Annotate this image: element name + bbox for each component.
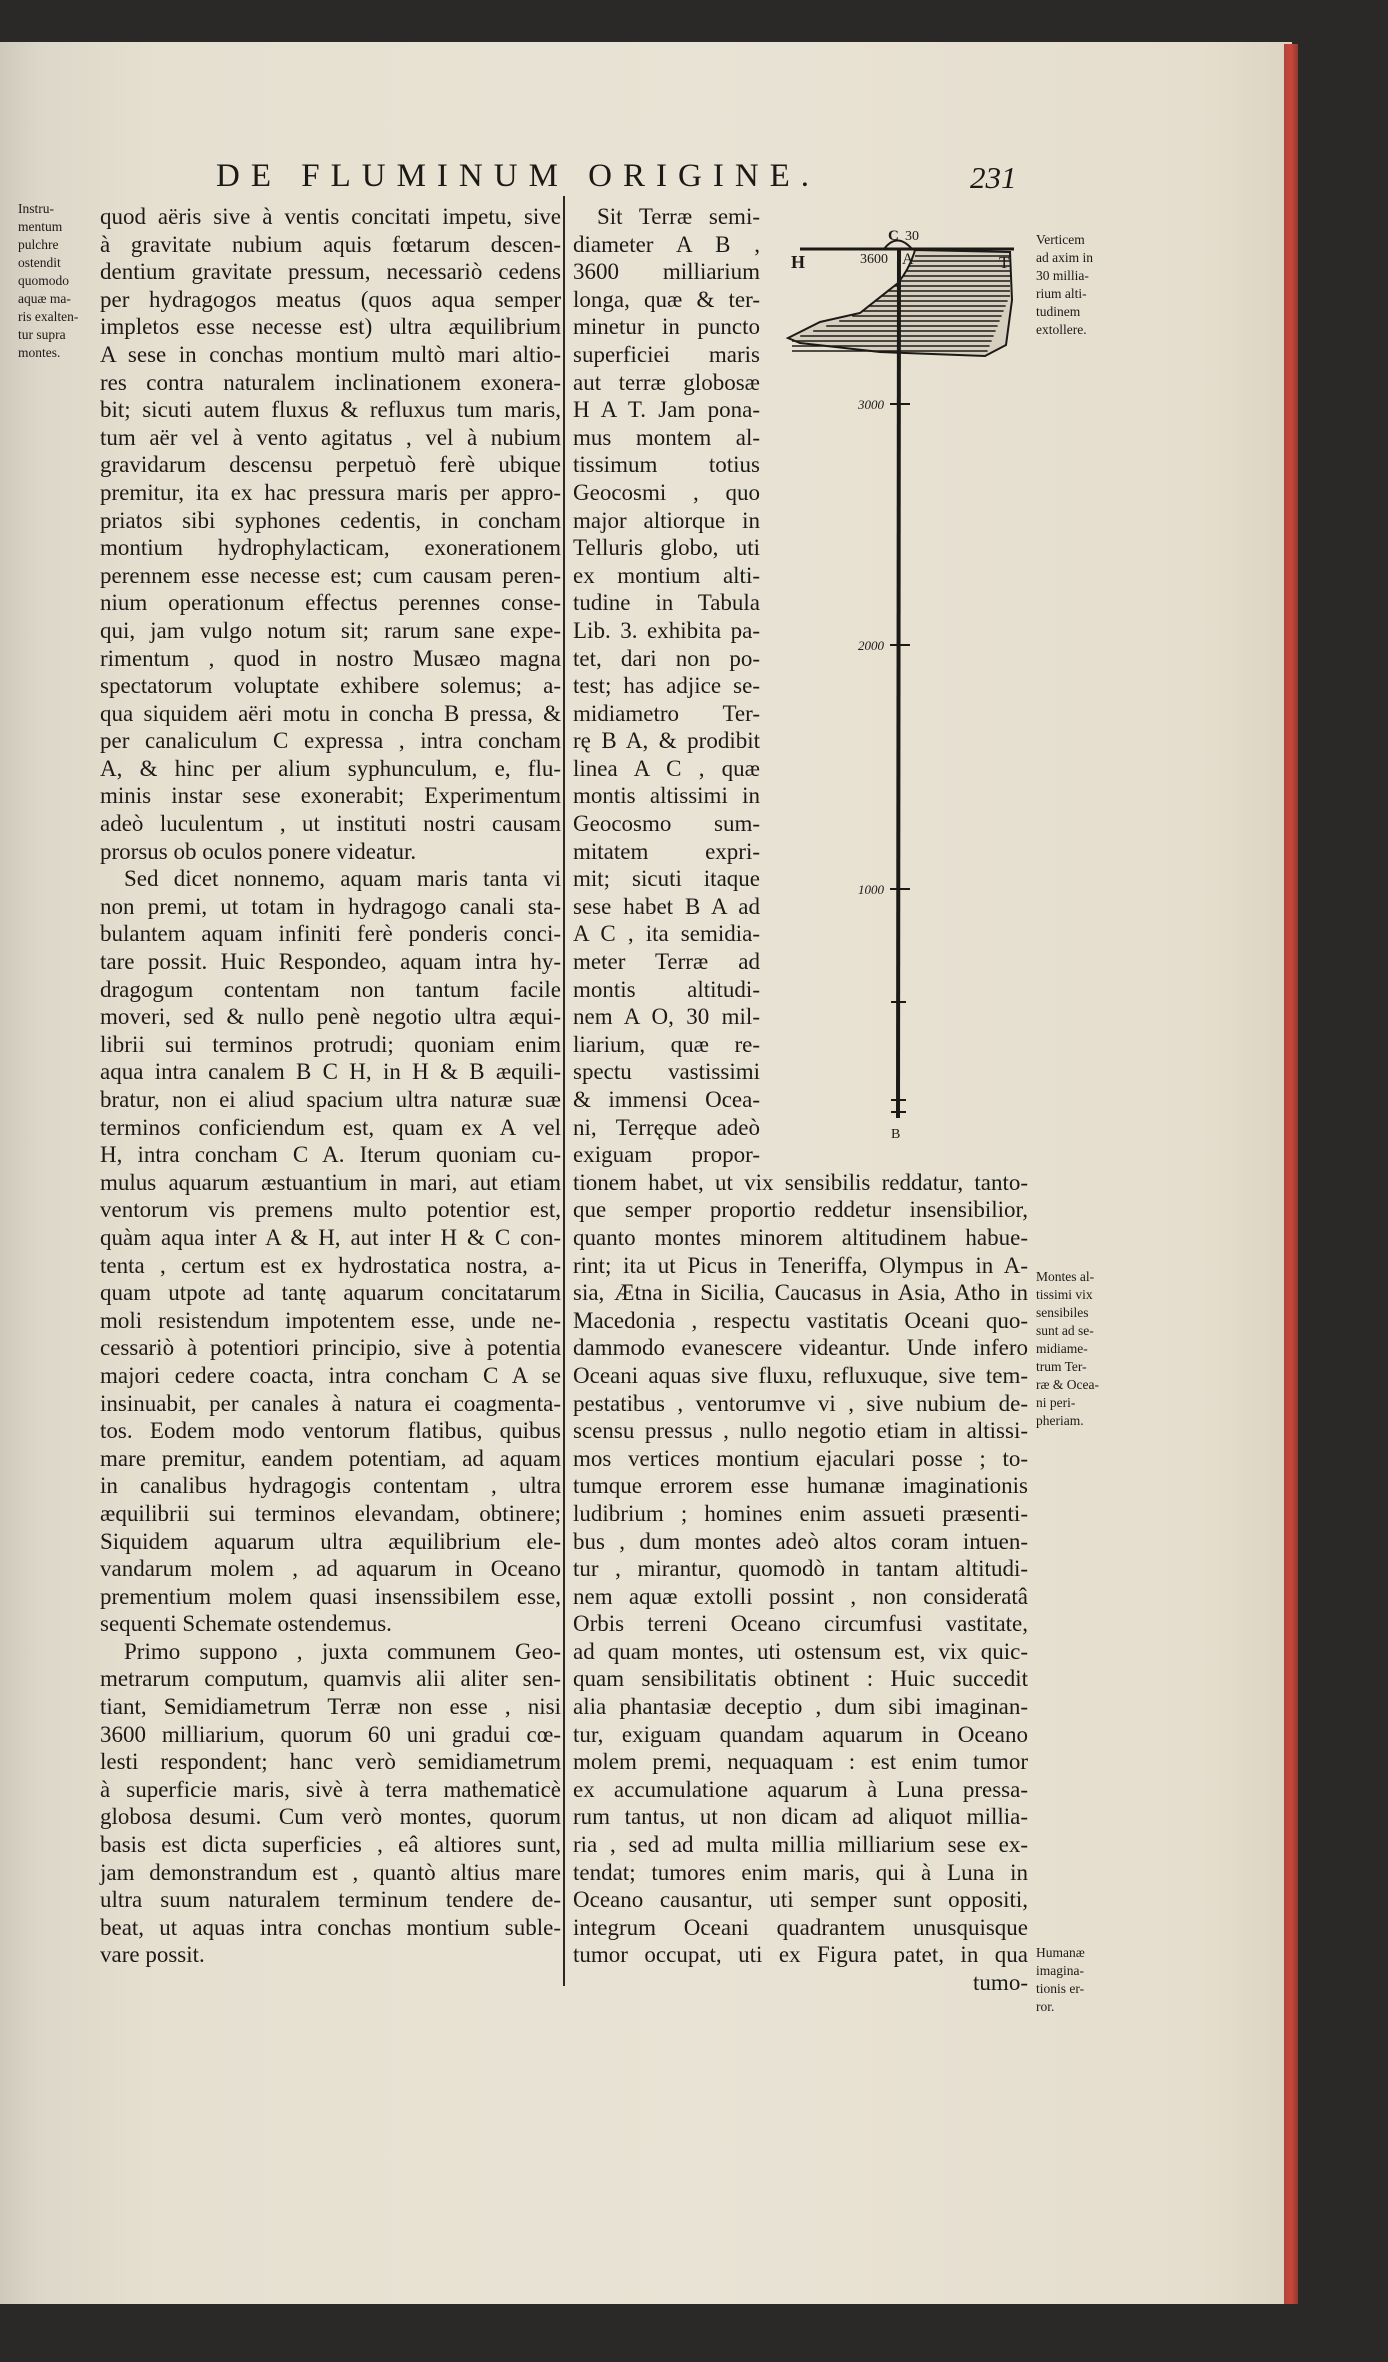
text-line: montis altissimi in — [573, 783, 760, 809]
text-line: tare possit. Huic Respondeo, aquam intra hy- — [100, 949, 561, 975]
text-line: dammodo evanescere videantur. Unde infero — [573, 1335, 1028, 1361]
margin-note-line: ris exalten- — [18, 309, 79, 324]
label-t: T — [999, 253, 1010, 272]
text-line: Oceani aquas sive fluxu, refluxuque, sive tem- — [573, 1362, 1028, 1388]
text-line: & immensi Ocea- — [573, 1087, 760, 1112]
margin-note-humanae — [1036, 1944, 1085, 2016]
margin-note-line: 30 millia- — [1036, 268, 1089, 283]
text-line: quàm aqua inter A & H, aut inter H & C con- — [100, 1224, 561, 1250]
text-line: molem premi, nequaquam : est enim tumor — [573, 1749, 1028, 1775]
text-line: metrarum computum, quamvis alii aliter sen- — [100, 1666, 561, 1692]
text-line: per hydragogos meatus (quos aqua semper — [100, 286, 561, 312]
margin-note-line: tissimi vix — [1036, 1287, 1093, 1302]
text-line: à superficie maris, sivè à terra mathematicè — [100, 1776, 561, 1802]
margin-note-line: Humanæ — [1036, 1945, 1085, 1960]
text-line: nem aquæ extolli possint , non consideratâ — [573, 1583, 1028, 1609]
text-line: tendat; tumores enim maris, qui à Luna in — [573, 1859, 1028, 1885]
text-line: tissimum totius — [573, 452, 760, 478]
text-line: ultra suum naturalem terminum tendere de- — [100, 1887, 561, 1913]
text-line: terminos conficiendum est, quam ex A vel — [100, 1114, 561, 1140]
text-line: vare possit. — [100, 1942, 205, 1968]
earth-semidiameter-diagram — [780, 215, 1040, 1145]
margin-note-montes — [1036, 1268, 1099, 1430]
text-line: Lib. 3. exhibita pa- — [573, 617, 760, 643]
page-red-edge — [1284, 44, 1298, 2304]
text-line: tur , mirantur, quomodò in tantam altitudi- — [573, 1556, 1028, 1582]
margin-note-line: ostendit — [18, 255, 61, 270]
margin-note-line: tudinem — [1036, 304, 1081, 319]
text-line: quam sensibilitatis obtinent : Huic succedit — [573, 1666, 1028, 1692]
axis-tick-label: 3000 — [858, 397, 884, 412]
margin-note-line: midiame- — [1036, 1341, 1088, 1356]
text-line: sia, Ætna in Sicilia, Caucasus in Asia, Atho in — [573, 1280, 1028, 1306]
text-line: tiant, Semidiametrum Terræ non esse , nisi — [100, 1694, 561, 1720]
margin-note-line: rium alti- — [1036, 286, 1087, 301]
axis-tick-label: 1000 — [858, 882, 884, 897]
text-line: spectu vastissimi — [573, 1059, 760, 1085]
text-line: ludibrium ; homines enim assueti præsenti- — [573, 1500, 1028, 1526]
text-line: ventorum vis premens multo potentior est, — [100, 1197, 561, 1223]
text-line: premitur, ita ex hac pressura maris per appro- — [100, 479, 561, 505]
text-line: tumor occupat, uti ex Figura patet, in qua — [573, 1942, 1028, 1968]
text-line: aqua intra canalem B C H, in H & B æquili- — [100, 1059, 561, 1085]
margin-note-line: quomodo — [18, 273, 70, 288]
text-line: jam demonstrandum est , quantò altius mare — [100, 1859, 561, 1885]
text-line: Orbis terreni Oceano circumfusi vastitate, — [573, 1611, 1028, 1637]
text-line: Telluris globo, uti — [573, 535, 760, 561]
text-line: tumo- — [973, 1970, 1028, 1995]
text-line: alia phantasiæ deceptio , dum sibi imaginan- — [573, 1694, 1028, 1720]
text-line: 3600 milliarium — [573, 259, 760, 285]
text-line: rum tantus, ut non dicam ad aliquot millia- — [573, 1804, 1028, 1830]
text-line: que semper proportio reddetur insensibilior, — [573, 1197, 1028, 1223]
text-line: non premi, ut totam in hydragogo canali sta- — [100, 893, 561, 919]
margin-note-line: Verticem — [1036, 232, 1085, 247]
text-line: ex montium alti- — [573, 562, 760, 588]
text-line: rę B A, & prodibit — [573, 728, 760, 754]
margin-note-verticem — [1036, 231, 1093, 339]
text-line: A, & hinc per alium syphunculum, e, flu- — [100, 755, 561, 781]
text-line: Geocosmi , quo — [573, 479, 760, 505]
text-line: cessariò à potentiori principio, sive à potentia — [100, 1335, 561, 1361]
text-line: prorsus ob oculos ponere videatur. — [100, 838, 417, 864]
text-line: tet, dari non po- — [573, 645, 760, 671]
text-line: Oceano causantur, uti semper sunt oppositi, — [573, 1887, 1028, 1913]
text-line: Sed dicet nonnemo, aquam maris tanta vi — [124, 866, 561, 892]
margin-note-line: trum Ter- — [1036, 1359, 1087, 1374]
text-line: nium operationum effectus perennes conse- — [100, 590, 561, 616]
margin-note-line: sensibiles — [1036, 1305, 1089, 1320]
text-line: diameter A B , — [573, 231, 760, 257]
text-line: impletos esse necesse est) ultra æquilibrium — [100, 314, 561, 340]
text-line: beat, ut aquas intra conchas montium suble- — [100, 1914, 561, 1940]
text-line: tumque errorem esse humanæ imaginationis — [573, 1473, 1028, 1499]
text-line: bit; sicuti autem fluxus & refluxus tum maris, — [100, 397, 561, 423]
text-line: moli resistendum impotentem esse, unde ne- — [100, 1307, 561, 1333]
text-line: lesti respondent; hanc verò semidiametrum — [100, 1749, 561, 1775]
text-line: à gravitate nubium aquis fœtarum descen- — [100, 231, 561, 257]
text-line: dragogum contentam non tantum facile — [100, 976, 561, 1002]
text-line: qua siquidem aëri motu in concha B pressa, & — [100, 700, 561, 726]
text-line: res contra naturalem inclinationem exonera- — [100, 369, 561, 395]
text-line: mit; sicuti itaque — [573, 866, 760, 892]
text-line: mos vertices montium ejaculari posse ; to- — [573, 1445, 1028, 1471]
column-divider-rule — [563, 196, 565, 1986]
text-line: H A T. Jam pona- — [573, 397, 760, 423]
text-line: tudine in Tabula — [573, 590, 760, 616]
text-line: H, intra concham C A. Iterum quoniam cu- — [100, 1142, 561, 1168]
text-line: minetur in puncto — [573, 314, 760, 340]
text-line: Geocosmo sum- — [573, 811, 760, 837]
text-line: moveri, sed & nullo penè negotio ultra æqui- — [100, 1004, 561, 1030]
text-line: quam utpote ad tantę aquarum concitatarum — [100, 1280, 561, 1306]
text-line: tum aër vel à vento agitatus , vel à nubium — [100, 424, 561, 450]
text-line: midiametro Ter- — [573, 700, 760, 726]
text-line: rint; ita ut Picus in Teneriffa, Olympus in A- — [573, 1252, 1028, 1278]
text-line: ad quam montes, uti ostensum est, vix quic- — [573, 1638, 1028, 1664]
left-text-column — [100, 203, 561, 1969]
text-line: mitatem expri- — [573, 838, 760, 864]
text-line: aut terræ globosæ — [573, 369, 760, 395]
margin-note-line: ad axim in — [1036, 250, 1093, 265]
text-line: mulus aquarum æstuantium in mari, aut etiam — [100, 1169, 561, 1195]
text-line: qui, jam vulgo notum sit; rarum sane expe- — [100, 617, 561, 643]
text-line: dentium gravitate pressum, necessariò cedens — [100, 259, 561, 285]
text-line: adeò luculentum , ut instituti nostri causam — [100, 811, 561, 837]
running-head: DE FLUMINUM ORIGINE. — [216, 158, 821, 194]
text-line: ni, Terręque adeò — [573, 1114, 760, 1140]
text-line: prementium molem quasi insenssibilem esse, — [100, 1583, 561, 1609]
text-line: liarium, quæ re- — [573, 1031, 760, 1057]
text-line: rimentum , quod in nostro Musæo magna — [100, 645, 561, 671]
text-line: tur, exiguam quandam aquarum in Oceano — [573, 1721, 1028, 1747]
margin-note-line: imagina- — [1036, 1963, 1084, 1978]
text-line: nem A O, 30 mil- — [573, 1004, 760, 1030]
text-line: quod aëris sive à ventis concitati impetu, sive — [100, 204, 561, 229]
text-line: Siquidem aquarum ultra æquilibrium ele- — [100, 1528, 561, 1554]
text-line: major altiorque in — [573, 507, 760, 533]
text-line: per canaliculum C expressa , intra concham — [100, 728, 561, 754]
text-line: priatos sibi syphones cedentis, in concham — [100, 507, 561, 533]
margin-note-line: ræ & Ocea- — [1036, 1377, 1099, 1392]
text-line: scensu pressus , nullo negotio etiam in altissi- — [573, 1418, 1028, 1444]
margin-note-line: montes. — [18, 345, 61, 360]
text-line: insinuabit, per canales à natura ei coagmenta- — [100, 1390, 561, 1416]
text-line: sese habet B A ad — [573, 893, 760, 919]
label-a: A — [902, 251, 914, 268]
text-line: montis altitudi- — [573, 976, 760, 1002]
margin-note-line: Instru- — [18, 201, 54, 216]
text-line: ria , sed ad multa millia milliarium sese ex- — [573, 1832, 1028, 1858]
text-line: meter Terræ ad — [573, 949, 760, 975]
margin-note-line: Montes al- — [1036, 1269, 1095, 1284]
text-line: bratur, non ei aliud spacium ultra naturæ suæ — [100, 1087, 561, 1112]
text-line: bus , dum montes adeò altos coram intuen- — [573, 1528, 1028, 1554]
text-line: superficiei maris — [573, 341, 760, 367]
text-line: integrum Oceani quadrantem unusquisque — [573, 1914, 1028, 1940]
margin-note-line: tur supra — [18, 327, 66, 342]
text-line: sequenti Schemate ostendemus. — [100, 1611, 392, 1637]
text-line: mare premitur, eandem potentiam, ad aquam — [100, 1445, 561, 1471]
text-line: test; has adjice se- — [573, 673, 760, 699]
text-line: mus montem al- — [573, 424, 760, 450]
margin-note-line: mentum — [18, 219, 63, 234]
text-line: bulantem aquam infiniti ferè ponderis conci- — [100, 921, 561, 947]
text-line: tos. Eodem modo ventorum flatibus, quibus — [100, 1418, 561, 1444]
margin-note-line: sunt ad se- — [1036, 1323, 1094, 1338]
margin-note-line: pheriam. — [1036, 1413, 1084, 1428]
margin-note-instrumentum — [18, 200, 78, 362]
label-b: B — [891, 1127, 901, 1142]
text-line: longa, quæ & ter- — [573, 286, 760, 312]
text-line: Sit Terræ semi- — [597, 204, 760, 229]
text-line: tionem habet, ut vix sensibilis reddatur, tanto- — [573, 1169, 1028, 1195]
text-line: minis instar sese exonerabit; Experimentum — [100, 783, 561, 809]
semidiameter-axis — [898, 249, 899, 1118]
text-line: in canalibus hydragogis contentam , ultra — [100, 1473, 561, 1499]
text-line: tenta , certum est ex hydrostatica nostra, a- — [100, 1252, 561, 1278]
text-line: quanto montes minorem altitudinem habue- — [573, 1224, 1028, 1250]
text-line: vandarum molem , ad aquarum in Oceano — [100, 1556, 561, 1582]
text-line: librii sui terminos protrudi; quoniam enim — [100, 1031, 561, 1057]
text-line: spectatorum voluptate exhibere solemus; a- — [100, 673, 561, 699]
margin-note-line: ror. — [1036, 1999, 1055, 2014]
margin-note-line: extollere. — [1036, 322, 1087, 337]
page-number: 231 — [970, 160, 1017, 195]
label-top-value: 3600 — [860, 252, 888, 267]
text-line: Primo suppono , juxta communem Geo- — [124, 1638, 561, 1664]
text-line: majori cedere coacta, intra concham C A se — [100, 1362, 561, 1388]
margin-note-line: aquæ ma- — [18, 291, 71, 306]
text-line: montium hydrophylacticam, exonerationem — [100, 535, 561, 561]
text-line: ex accumulatione aquarum à Luna pressa- — [573, 1776, 1028, 1802]
label-peak-value: 30 — [905, 229, 919, 244]
margin-note-line: tionis er- — [1036, 1981, 1085, 1996]
margin-note-line: ni peri- — [1036, 1395, 1076, 1410]
text-line: A sese in conchas montium multò mari altio- — [100, 341, 561, 367]
margin-note-line: pulchre — [18, 237, 59, 252]
text-line: 3600 milliarium, quorum 60 uni gradui cœ- — [100, 1721, 561, 1747]
label-h: H — [791, 252, 806, 272]
axis-tick-label: 2000 — [858, 638, 884, 653]
text-line: Macedonia , respectu vastitatis Oceani quo- — [573, 1307, 1028, 1333]
label-c: C — [888, 228, 899, 244]
text-line: gravidarum descensu perpetuò ferè ubique — [100, 452, 561, 478]
text-line: A C , ita semidia- — [573, 921, 760, 947]
text-line: pestatibus , ventorumve vi , sive nubium de- — [573, 1390, 1028, 1416]
text-line: æquilibrii sui terminos elevandam, obtinere; — [100, 1500, 561, 1526]
text-line: exiguam propor- — [573, 1142, 760, 1168]
text-line: basis est dicta superficies , eâ altiores sunt, — [100, 1832, 561, 1858]
text-line: globosa desumi. Cum verò montes, quorum — [100, 1804, 561, 1830]
text-line: perennem esse necesse est; cum causam peren- — [100, 562, 561, 588]
text-line: linea A C , quæ — [573, 755, 760, 781]
